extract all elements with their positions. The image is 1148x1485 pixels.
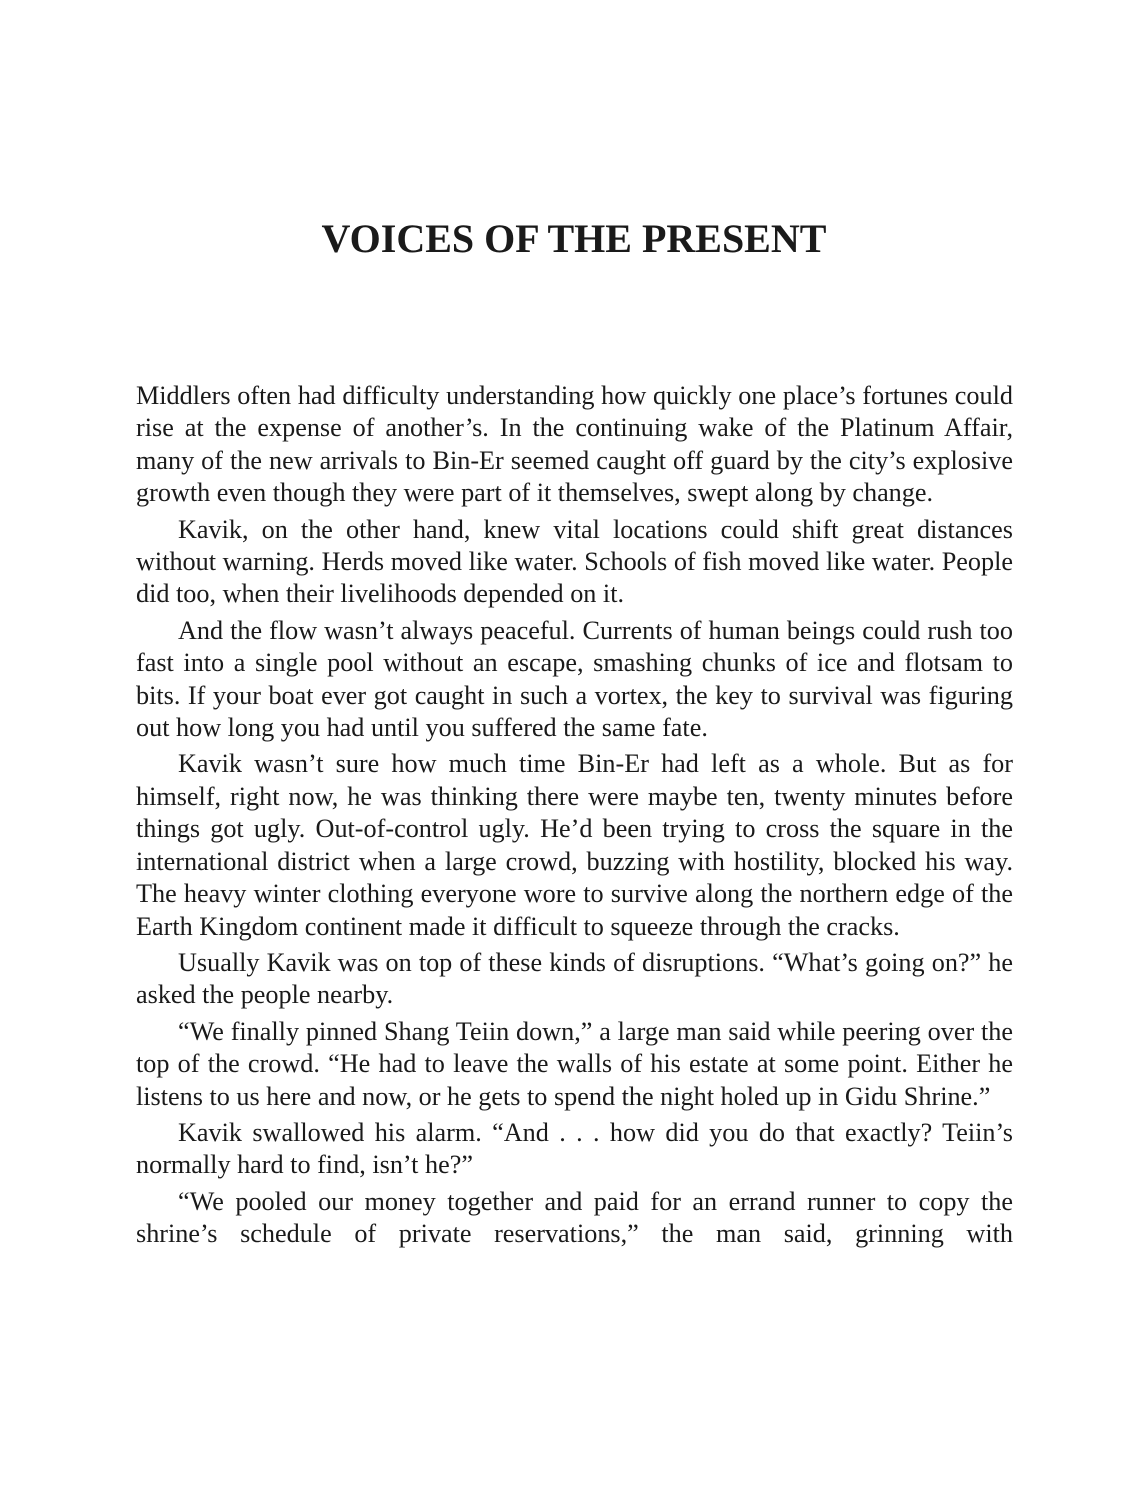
paragraph-5: Usually Kavik was on top of these kinds of disruptions. “What’s going on?” he asked the people nearby. (136, 947, 1013, 1010)
paragraph-4: Kavik wasn’t sure how much time Bin-Er had left as a whole. But as for himself, right now, he was thinking there were maybe ten, twenty minutes before things got ugly. Out-of-control ugly. He’d been trying to cross the square in the international district when a large crowd, buzzing with hostility, blocked his way. The heavy winter clothing everyone wore to survive along the northern edge of the Earth Kingdom continent made it difficult to squeeze through the cracks. (136, 749, 1013, 941)
paragraph-7: Kavik swallowed his alarm. “And . . . how did you do that exactly? Teiin’s normally hard to find, isn’t he?” (136, 1117, 1013, 1180)
paragraph-1: Middlers often had difficulty understanding how quickly one place’s fortunes could rise at the expense of another’s. In the continuing wake of the Platinum Affair, many of the new arrivals to Bin-Er seemed caught off guard by the city’s explosive growth even though they were part of it themselves, swept along by change. (136, 381, 1013, 508)
paragraph-3: And the flow wasn’t always peaceful. Currents of human beings could rush too fast into a single pool without an escape, smashing chunks of ice and flotsam to bits. If your boat ever got caught in such a vortex, the key to survival was figuring out how long you had until you suffered the same fate. (136, 615, 1013, 743)
body-text (136, 380, 1013, 1255)
paragraph-2: Kavik, on the other hand, knew vital locations could shift great distances without warning. Herds moved like water. Schools of fish moved like water. People did too, when their livelihoods depended on it. (136, 514, 1013, 609)
paragraph-8: “We pooled our money together and paid for an errand runner to copy the shrine’s schedule of private reservations,” the man said, grinning with (136, 1186, 1013, 1249)
paragraph-6: “We finally pinned Shang Teiin down,” a large man said while peering over the top of the crowd. “He had to leave the walls of his estate at some point. Either he listens to us here and now, or he gets to spend the night holed up in Gidu Shrine.” (136, 1016, 1013, 1111)
chapter-title: VOICES OF THE PRESENT (321, 216, 827, 261)
